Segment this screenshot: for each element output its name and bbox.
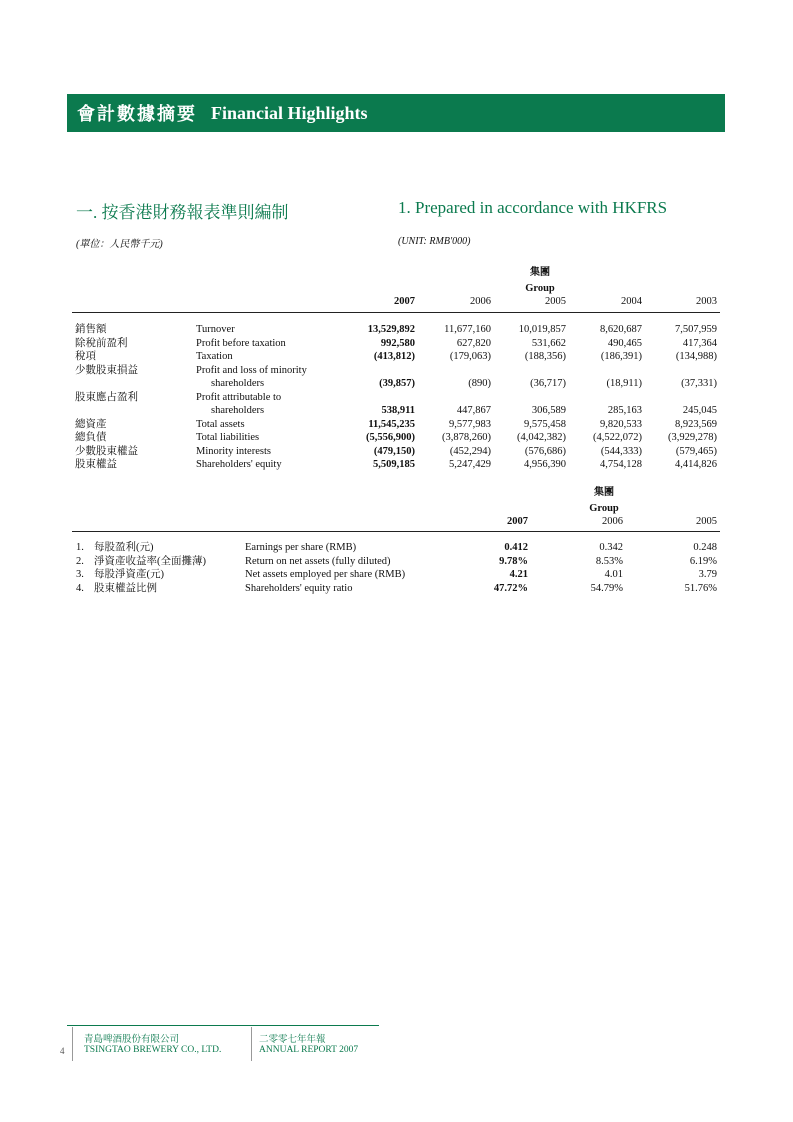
row-label-zh: 除稅前盈利: [75, 337, 128, 349]
row-number: 3.: [76, 569, 84, 580]
table1-year-2003: 2003: [696, 296, 717, 307]
row-label-en: shareholders: [211, 378, 265, 389]
table-row: [0, 555, 793, 569]
row-label-en: Shareholders' equity ratio: [245, 582, 353, 594]
row-label-en: Total assets: [196, 418, 245, 430]
table-row: [0, 418, 793, 432]
unit-label-zh: (單位：人民幣千元): [76, 239, 163, 250]
table2-year-2005: 2005: [696, 516, 717, 527]
row-label-en: Profit before taxation: [196, 337, 286, 349]
section-title-en: 1. Prepared in accordance with HKFRS: [398, 198, 668, 217]
cell-value: 8,620,687: [600, 324, 642, 335]
row-label-en: Earnings per share (RMB): [245, 542, 357, 553]
row-label-en: Profit attributable to: [196, 391, 282, 403]
row-label-zh: 銷售額: [75, 324, 107, 335]
cell-value: 4.21: [509, 569, 528, 580]
cell-value: 490,465: [607, 337, 642, 349]
row-label-zh: 股東權益比例: [94, 582, 157, 594]
row-label-zh: 股東權益: [75, 459, 117, 470]
table1-year-2006: 2006: [470, 296, 491, 307]
cell-value: 245,045: [682, 405, 717, 416]
cell-value: (179,063): [449, 351, 491, 362]
row-label-zh: 總資產: [75, 418, 107, 430]
footer-company-zh: 青島啤酒股份有限公司: [84, 1035, 180, 1045]
cell-value: (890): [468, 378, 491, 389]
cell-value: 47.72%: [493, 582, 528, 594]
cell-value: 5,509,185: [373, 459, 415, 470]
cell-value: (576,686): [524, 445, 566, 457]
cell-value: (3,929,278): [668, 432, 717, 443]
table-row: [0, 431, 793, 445]
row-label-en: Net assets employed per share (RMB): [245, 569, 406, 580]
row-label-en: Total liabilities: [196, 432, 260, 443]
row-label-zh: 股東應占盈利: [75, 391, 138, 403]
page-number: 4: [60, 1046, 65, 1056]
table1-year-2005: 2005: [545, 296, 566, 307]
cell-value: 4,754,128: [600, 459, 642, 470]
cell-value: (4,042,382): [517, 432, 566, 443]
table1-rule: [72, 312, 720, 313]
table-row: [0, 337, 793, 351]
footer-divider: [251, 1027, 252, 1061]
table-row: [0, 445, 793, 459]
cell-value: 11,677,160: [444, 324, 491, 335]
row-label-en: Turnover: [196, 324, 235, 335]
table1-year-2007: 2007: [394, 296, 415, 307]
table-row: [0, 350, 793, 364]
row-label-en: shareholders: [211, 405, 265, 416]
unit-label-en: (UNIT: RMB'000): [398, 236, 471, 247]
row-label-en: Shareholders' equity: [196, 459, 282, 470]
footer-company-en: TSINGTAO BREWERY CO., LTD.: [84, 1045, 222, 1055]
table1-group-en: Group: [525, 282, 555, 294]
row-label-zh: 每股盈利(元): [94, 542, 154, 553]
cell-value: 531,662: [531, 337, 566, 349]
section-title-zh: 一. 按香港財務報表準則編制: [76, 203, 289, 222]
footer-report-zh: 二零零七年年報: [259, 1035, 326, 1045]
table2-rule: [72, 531, 720, 532]
table2-body: [0, 541, 793, 595]
cell-value: 0.342: [599, 542, 623, 553]
row-number: 2.: [76, 555, 84, 567]
cell-value: 447,867: [456, 405, 491, 416]
cell-value: 13,529,892: [367, 324, 415, 335]
table-row: [0, 323, 793, 337]
table1-group-zh: 集團: [530, 267, 550, 278]
cell-value: 4,414,826: [675, 459, 717, 470]
table1-header: [0, 266, 793, 309]
cell-value: 6.19%: [689, 555, 717, 567]
cell-value: 627,820: [456, 337, 491, 349]
table-row: [0, 377, 793, 391]
cell-value: 9,575,458: [524, 418, 566, 430]
row-label-zh: 總負債: [75, 432, 107, 443]
table-row: [0, 582, 793, 596]
cell-value: (579,465): [675, 445, 717, 457]
row-label-zh: 稅項: [75, 351, 96, 362]
table-row: [0, 541, 793, 555]
cell-value: 9,820,533: [600, 418, 642, 430]
cell-value: 285,163: [607, 405, 642, 416]
table-row: [0, 568, 793, 582]
footer-report-en: ANNUAL REPORT 2007: [259, 1045, 359, 1055]
cell-value: 11,545,235: [368, 418, 415, 430]
cell-value: (544,333): [600, 445, 642, 457]
cell-value: (134,988): [675, 351, 717, 362]
cell-value: 54.79%: [590, 582, 623, 594]
cell-value: 5,247,429: [449, 459, 491, 470]
cell-value: (39,857): [379, 378, 415, 389]
row-label-zh: 淨資產收益率(全面攤薄): [94, 555, 206, 567]
table-row: [0, 391, 793, 405]
cell-value: (4,522,072): [593, 432, 642, 443]
table-row: [0, 404, 793, 418]
cell-value: (18,911): [606, 378, 642, 389]
cell-value: 3.79: [698, 569, 717, 580]
table1-body: [0, 323, 793, 472]
cell-value: 0.248: [693, 542, 717, 553]
footer-rule: [67, 1025, 379, 1026]
cell-value: (5,556,900): [366, 432, 415, 443]
page-title-banner: [67, 94, 725, 132]
cell-value: (3,878,260): [442, 432, 491, 443]
cell-value: 0.412: [504, 542, 528, 553]
row-label-zh: 少數股東損益: [75, 364, 138, 376]
table-row: [0, 364, 793, 378]
table2-year-2007: 2007: [507, 516, 528, 527]
row-number: 1.: [76, 542, 84, 553]
cell-value: 9,577,983: [449, 418, 491, 430]
cell-value: 10,019,857: [518, 324, 566, 335]
cell-value: 7,507,959: [675, 324, 717, 335]
row-label-en: Minority interests: [196, 445, 271, 457]
row-label-en: Return on net assets (fully diluted): [245, 555, 391, 567]
cell-value: (413,812): [373, 351, 415, 362]
cell-value: (36,717): [530, 378, 566, 389]
cell-value: 8,923,569: [675, 418, 717, 430]
table2-header: [0, 486, 793, 529]
cell-value: (452,294): [449, 445, 491, 457]
row-label-en: Profit and loss of minority: [196, 364, 307, 376]
cell-value: 4.01: [604, 569, 623, 580]
cell-value: 992,580: [380, 337, 415, 349]
table2-group-zh: 集團: [594, 487, 614, 498]
row-label-zh: 每股淨資產(元): [94, 569, 164, 580]
cell-value: (186,391): [600, 351, 642, 362]
cell-value: (479,150): [373, 445, 415, 457]
cell-value: 4,956,390: [524, 459, 566, 470]
row-label-zh: 少數股東權益: [75, 445, 138, 457]
cell-value: 9.78%: [499, 555, 528, 567]
table1-year-2004: 2004: [621, 296, 642, 307]
cell-value: 51.76%: [684, 582, 717, 594]
cell-value: (37,331): [681, 378, 717, 389]
cell-value: 306,589: [531, 405, 566, 416]
table-row: [0, 458, 793, 472]
cell-value: 538,911: [381, 405, 415, 416]
page-title-zh: 會計數據摘要: [77, 104, 197, 124]
row-number: 4.: [76, 582, 84, 594]
page-title-en: Financial Highlights: [211, 102, 368, 123]
table2-group-en: Group: [589, 502, 619, 514]
table2-year-2006: 2006: [602, 516, 623, 527]
cell-value: 417,364: [682, 337, 717, 349]
footer-divider: [72, 1027, 73, 1061]
row-label-en: Taxation: [196, 351, 233, 362]
cell-value: 8.53%: [595, 555, 623, 567]
cell-value: (188,356): [524, 351, 566, 362]
